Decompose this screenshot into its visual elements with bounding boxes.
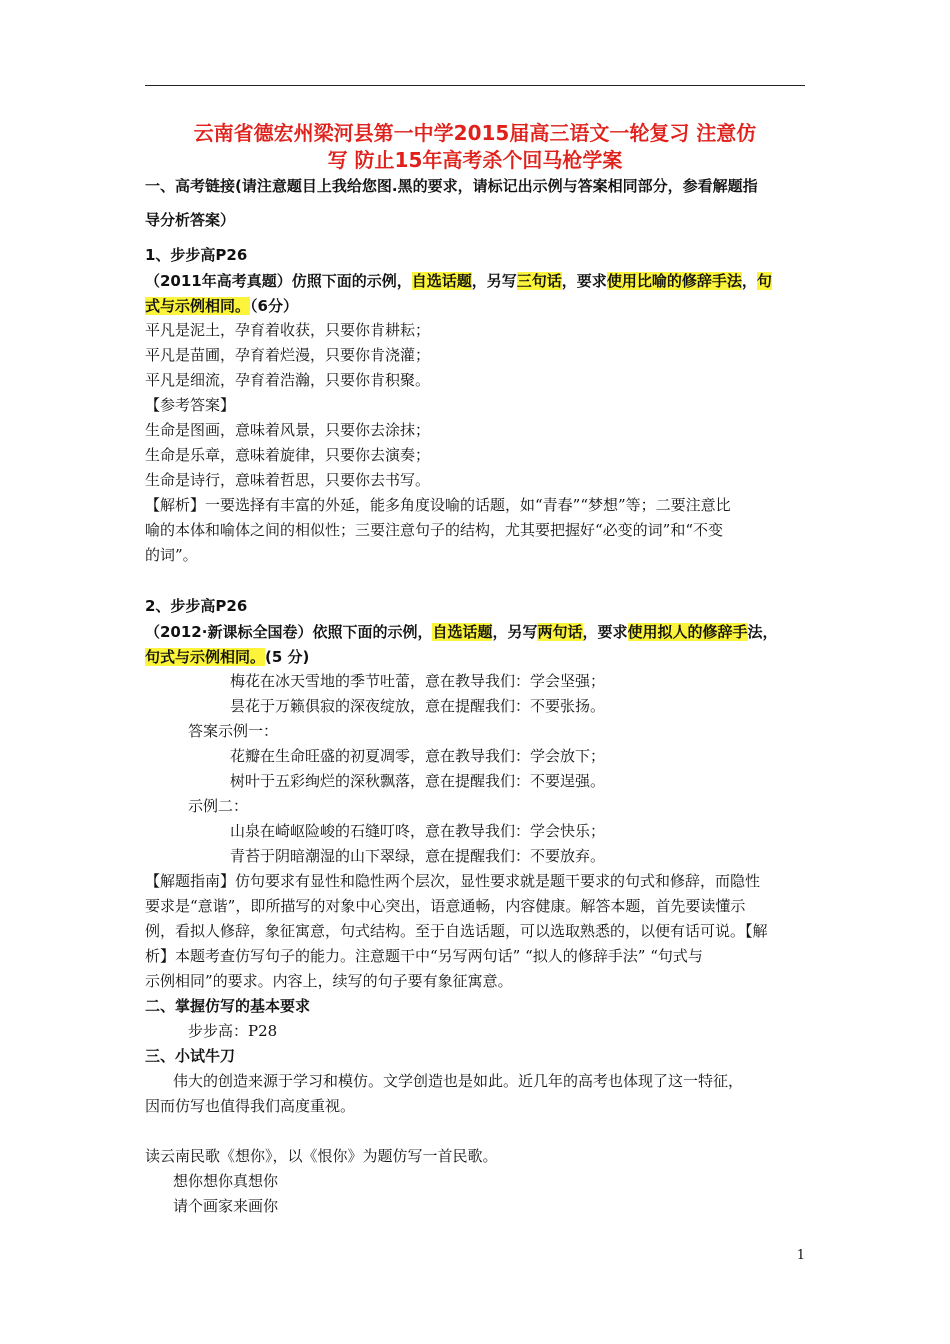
q2-example: 昙花于万籁俱寂的深夜绽放，意在提醒我们：不要张扬。: [230, 697, 606, 715]
q1-highlight-form: 式与示例相同。: [145, 297, 251, 315]
q1-analysis: 喻的本体和喻体之间的相似性；三要注意句子的结构，尤其要把握好“必变的词”和“不变: [145, 521, 724, 539]
q2-answer-2-label: 示例二：: [188, 797, 249, 815]
section-3-paragraph: 因而仿写也值得我们高度重视。: [145, 1097, 356, 1115]
q1-answer-label: 【参考答案】: [145, 396, 236, 414]
section-3-heading: 三、小试牛刀: [145, 1047, 236, 1065]
q1-highlight-count: 三句话: [516, 272, 562, 290]
document-title: [145, 120, 805, 174]
q1-answer: 生命是乐章，意味着旋律，只要你去演奏；: [145, 446, 431, 464]
q2-highlight-rhetoric: 使用拟人的修辞手: [627, 623, 748, 641]
page-number: 1: [796, 1248, 805, 1263]
section-1-heading-cont: 导分析答案）: [145, 211, 236, 229]
q1-intro: （2011年高考真题）仿照下面的示例，自选话题，另写三句话，要求使用比喻的修辞手法，句: [145, 272, 772, 290]
q1-label: 1、步步高P26: [145, 246, 248, 264]
title-line-1: 云南省德宏州梁河县第一中学2015届高三语文一轮复习 注意仿: [193, 121, 757, 145]
poem-line: 想你想你真想你: [173, 1172, 279, 1190]
q2-answer-1: 树叶于五彩绚烂的深秋飘落，意在提醒我们：不要逞强。: [230, 772, 606, 790]
q1-highlight-rhetoric: 使用比喻的修辞手法: [606, 272, 742, 290]
q2-guide: 要求是“意谐”，即所描写的对象中心突出，语意通畅，内容健康。解答本题，首先要读懂示: [145, 897, 746, 915]
q1-highlight-topic: 自选话题: [411, 272, 472, 290]
q2-intro-cont: 句式与示例相同。(5 分): [145, 648, 310, 666]
section-3-task: 读云南民歌《想你》，以《恨你》为题仿写一首民歌。: [145, 1147, 498, 1165]
q1-answer: 生命是诗行，意味着哲思，只要你去书写。: [145, 471, 431, 489]
q2-highlight-topic: 自选话题: [432, 623, 493, 641]
q1-analysis: 【解析】一要选择有丰富的外延，能多角度设喻的话题，如“青春”“梦想”等；二要注意比: [145, 496, 731, 514]
q1-example: 平凡是细流，孕育着浩瀚，只要你肯积聚。: [145, 371, 431, 389]
q2-highlight-count: 两句话: [537, 623, 583, 641]
header-rule: [145, 85, 805, 86]
q2-answer-1: 花瓣在生命旺盛的初夏凋零，意在教导我们：学会放下；: [230, 747, 606, 765]
section-2-heading: 二、掌握仿写的基本要求: [145, 997, 311, 1015]
poem-line: 请个画家来画你: [173, 1197, 279, 1215]
q2-guide: 析】本题考查仿写句子的能力。注意题干中“另写两句话” “拟人的修辞手法” “句式与: [145, 947, 703, 965]
q2-intro: （2012·新课标全国卷）依照下面的示例，自选话题，另写两句话，要求使用拟人的修辞手法，: [145, 623, 778, 641]
q1-example: 平凡是泥土，孕育着收获，只要你肯耕耘；: [145, 321, 431, 339]
q1-answer: 生命是图画，意味着风景，只要你去涂抹；: [145, 421, 431, 439]
q2-guide: 例，看拟人修辞，象征寓意，句式结构。至于自选话题，可以选取熟悉的，以便有话可说。【解: [145, 922, 768, 940]
q2-answer-1-label: 答案示例一：: [188, 722, 279, 740]
q1-example: 平凡是苗圃，孕育着烂漫，只要你肯浇灌；: [145, 346, 431, 364]
section-1-heading: 一、高考链接(请注意题目上我给您图.黑的要求，请标记出示例与答案相同部分，参看解题指: [145, 177, 758, 195]
q2-guide: 【解题指南】仿句要求有显性和隐性两个层次，显性要求就是题干要求的句式和修辞，而隐性: [145, 872, 761, 890]
section-2-body: 步步高：P28: [188, 1022, 278, 1040]
title-line-2: 写 防止15年高考杀个回马枪学案: [327, 148, 623, 172]
q2-answer-2: 青苔于阴暗潮湿的山下翠绿，意在提醒我们：不要放弃。: [230, 847, 606, 865]
q2-answer-2: 山泉在崎岖险峻的石缝叮咚，意在教导我们：学会快乐；: [230, 822, 606, 840]
q1-intro-cont: 式与示例相同。（6分）: [145, 297, 298, 315]
section-3-paragraph: 伟大的创造来源于学习和模仿。文学创造也是如此。近几年的高考也体现了这一特征，: [173, 1072, 744, 1090]
q2-example: 梅花在冰天雪地的季节吐蕾，意在教导我们：学会坚强；: [230, 672, 606, 690]
q2-label: 2、步步高P26: [145, 597, 248, 615]
q2-guide: 示例相同”的要求。内容上，续写的句子要有象征寓意。: [145, 972, 513, 990]
q2-highlight-form: 句式与示例相同。: [145, 648, 266, 666]
q1-analysis: 的词”。: [145, 546, 198, 564]
